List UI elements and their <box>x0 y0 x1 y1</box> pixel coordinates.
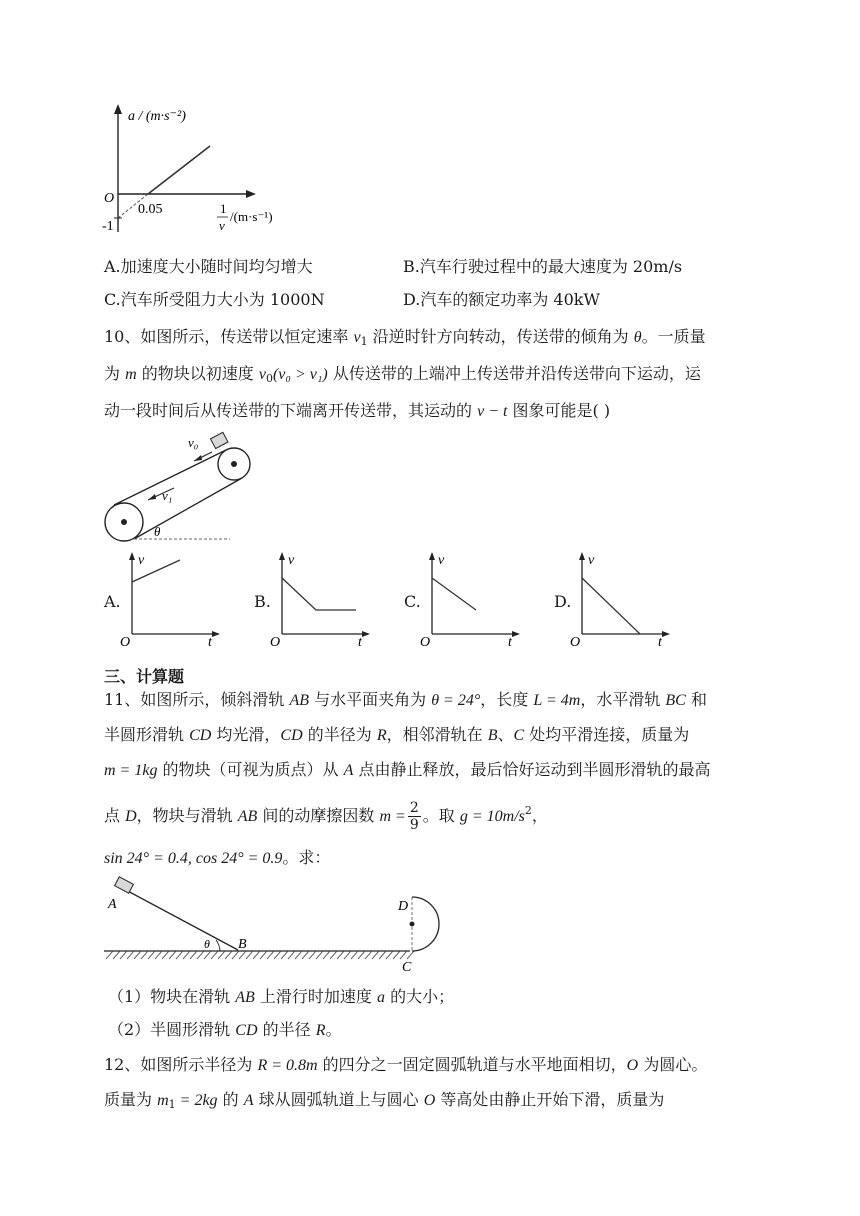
ground-hatch-line <box>134 951 141 959</box>
ground-hatch-line <box>274 951 281 959</box>
conveyor-belt-diagram <box>100 430 260 542</box>
ground-hatch-line <box>232 951 239 959</box>
ground-hatch-line <box>106 951 113 959</box>
ground-hatch-line <box>127 951 134 959</box>
section-heading: 三、计算题 <box>104 667 185 686</box>
ground-hatch-line <box>309 951 316 959</box>
q10-option-b-graph <box>268 548 378 648</box>
graph-a-x-frac-num: 1 <box>220 201 227 216</box>
ground-hatch-line <box>218 951 225 959</box>
incline-label-b: B <box>238 937 247 952</box>
q11-line-2: 半圆形滑轨 CD 均光滑，CD 的半径为 R，相邻滑轨在 B、C 处均平滑连接，质量为 <box>104 725 690 744</box>
ground-hatch-line <box>162 951 169 959</box>
ground-hatch-line <box>253 951 260 959</box>
ground-hatch-line <box>225 951 232 959</box>
incline-track-diagram <box>100 876 450 978</box>
q11-sub-1: （1）物块在滑轨 AB 上滑行时加速度 a 的大小； <box>108 987 455 1006</box>
q10-a-axis-v: v <box>138 553 145 568</box>
ground-hatch-line <box>246 951 253 959</box>
conveyor-v1-label: v₁ <box>162 488 173 503</box>
q10-option-c-graph <box>418 548 528 648</box>
graph-a-x-frac-den: v <box>219 218 225 233</box>
q12-line-2: 质量为 $m_1 = 2kg$ 的 A 球从圆弧轨道上与圆心 O 等高处由静止开始下滑，质量为 <box>104 1090 665 1111</box>
q10-option-d-label: D. <box>554 592 572 611</box>
q10-option-a-graph <box>118 548 228 648</box>
q10-b-axis-v: v <box>288 553 295 568</box>
q10-d-axis-o: O <box>570 635 581 648</box>
ground-hatch-line <box>400 951 407 959</box>
incline-label-c: C <box>402 960 412 975</box>
ground-hatch-line <box>148 951 155 959</box>
ground-hatch-line <box>365 951 372 959</box>
q9-option-b: B.汽车行驶过程中的最大速度为 20m/s <box>403 257 683 276</box>
ground-hatch-line <box>372 951 379 959</box>
q11-line-4: 点 D，物块与滑轨 AB 间的动摩擦因数 m = $\frac{2}{9}$ 。取 $g = 10m/s^2$， <box>104 800 548 833</box>
q10-d-axis-v: v <box>588 553 595 568</box>
ground-hatch-line <box>358 951 365 959</box>
ground-hatch-line <box>267 951 274 959</box>
conveyor-theta-label: θ <box>154 524 161 539</box>
q10-a-axis-t: t <box>208 635 212 648</box>
ground-hatch-line <box>393 951 400 959</box>
ground-hatch-line <box>344 951 351 959</box>
ground-hatch-line <box>351 951 358 959</box>
ground-hatch-line <box>176 951 183 959</box>
mu-fraction: $\frac{2}{9}$ <box>409 800 419 833</box>
q10-option-d-graph <box>568 548 678 648</box>
q10-line-2: 为 m 的物块以初速度 $v_0(v_0 > v_1)$ 从传送带的上端冲上传送带并沿传送带向下运动，运 <box>104 364 701 385</box>
ground-hatch-line <box>113 951 120 959</box>
q11-line-1: 11、如图所示，倾斜滑轨 AB 与水平面夹角为 θ = 24°，长度 L = 4m，水平滑轨 BC 和 <box>104 690 707 709</box>
q10-b-axis-t: t <box>358 635 362 648</box>
ground-hatch-line <box>323 951 330 959</box>
ground-hatch-line <box>407 951 414 959</box>
ground-hatch-line <box>281 951 288 959</box>
q10-c-axis-v: v <box>438 553 445 568</box>
incline-label-d: D <box>398 899 409 914</box>
q9-option-a: A.加速度大小随时间均匀增大 <box>104 257 313 276</box>
ground-hatch-line <box>190 951 197 959</box>
incline-label-theta: θ <box>204 937 210 951</box>
q10-line-3: 动一段时间后从传送带的下端离开传送带，其运动的 v − t 图象可能是( ) <box>104 401 611 420</box>
q9-option-d: D.汽车的额定功率为 40kW <box>403 290 600 309</box>
ground-hatch-line <box>316 951 323 959</box>
q10-option-c-label: C. <box>404 592 421 611</box>
q10-line-1: 10、如图所示，传送带以恒定速率 $v_1$ 沿逆时针方向转动，传送带的倾角为 θ。一质量 <box>104 327 706 348</box>
ground-hatch-line <box>120 951 127 959</box>
q12-line-1: 12、如图所示半径为 R = 0.8m 的四分之一固定圆弧轨道与水平地面相切，O 为圆心。 <box>104 1055 708 1074</box>
q10-d-axis-t: t <box>658 635 662 648</box>
ground-hatch-line <box>141 951 148 959</box>
ground-hatch-line <box>183 951 190 959</box>
q10-option-b-label: B. <box>254 592 271 611</box>
ground-hatch-line <box>155 951 162 959</box>
q10-b-axis-o: O <box>270 635 281 648</box>
q9-option-c: C.汽车所受阻力大小为 1000N <box>104 290 325 309</box>
ground-hatch-line <box>386 951 393 959</box>
graph-a-x-tick: 0.05 <box>138 202 163 217</box>
conveyor-v0-label: v₀ <box>188 435 199 450</box>
ground-hatch-line <box>169 951 176 959</box>
ground-hatch-line <box>330 951 337 959</box>
ground-hatch-line <box>260 951 267 959</box>
graph-a-origin: O <box>104 191 115 206</box>
graph-a-x-unit: /(m·s⁻¹) <box>230 209 273 224</box>
ground-hatch-line <box>379 951 386 959</box>
q11-sub-2: （2）半圆形滑轨 CD 的半径 R。 <box>108 1020 342 1039</box>
ground-hatch-line <box>302 951 309 959</box>
graph-a-y-label: a / (m·s⁻²) <box>128 109 186 124</box>
ground-hatch-line <box>211 951 218 959</box>
q10-a-axis-o: O <box>120 635 131 648</box>
incline-label-a: A <box>108 897 117 912</box>
ground-hatch-line <box>295 951 302 959</box>
ground-hatch-line <box>239 951 246 959</box>
ground-hatch-line <box>288 951 295 959</box>
ground-hatch-line <box>204 951 211 959</box>
graph-a-vs-inverse-v <box>100 100 300 240</box>
ground-hatch-line <box>197 951 204 959</box>
q10-option-a-label: A. <box>104 592 121 611</box>
q10-c-axis-t: t <box>508 635 512 648</box>
q11-line-3: m = 1kg 的物块（可视为质点）从 A 点由静止释放，最后恰好运动到半圆形滑轨的最高 <box>104 760 711 779</box>
q11-line-5: sin 24° = 0.4, cos 24° = 0.9。求： <box>104 848 331 867</box>
ground-hatch-line <box>337 951 344 959</box>
graph-a-y-tick: -1 <box>102 219 114 234</box>
q10-c-axis-o: O <box>420 635 431 648</box>
